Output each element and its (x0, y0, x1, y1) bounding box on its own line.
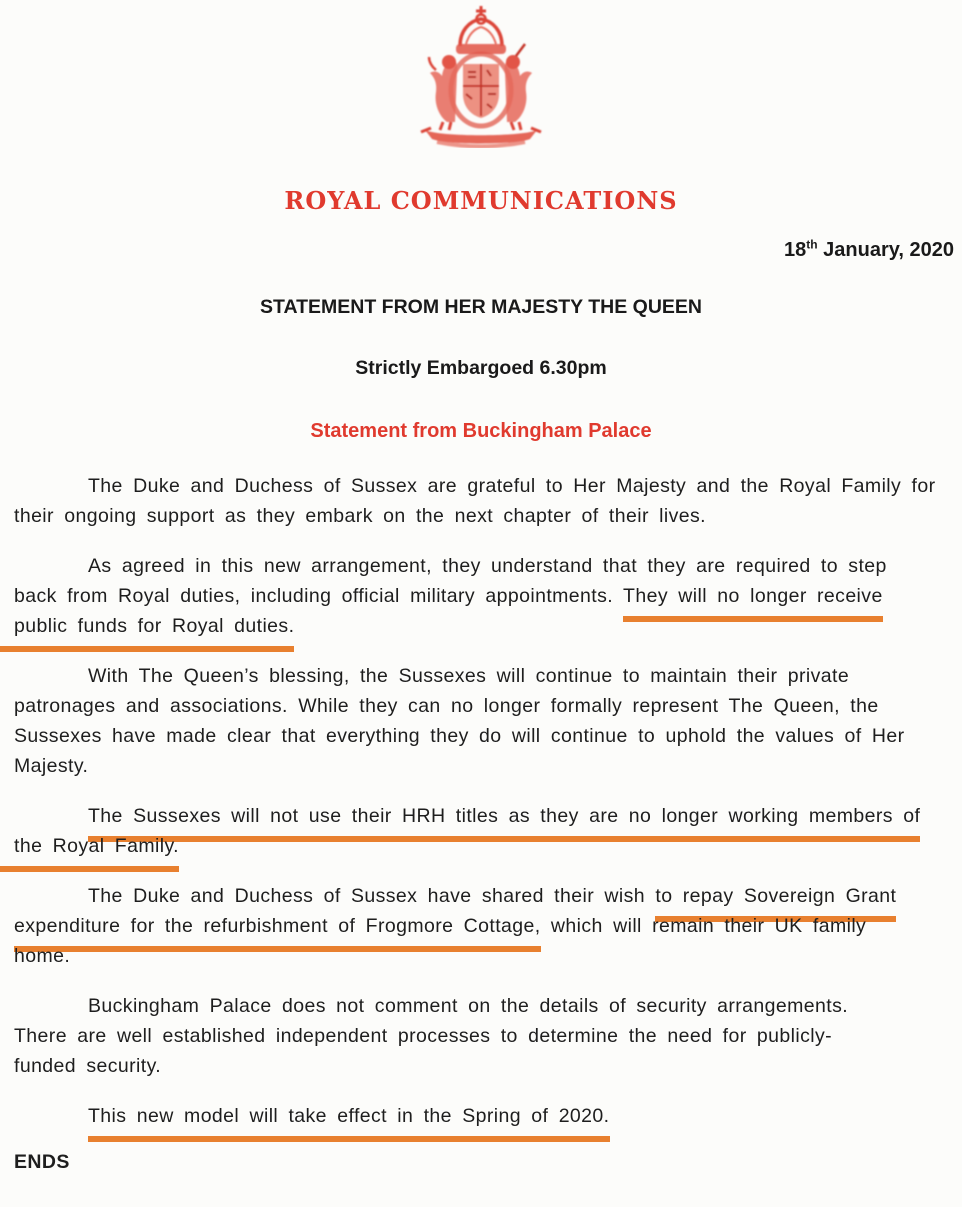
paragraph (14, 551, 956, 641)
body-paragraphs (0, 471, 962, 1131)
underlined-text: public funds for Royal duties. (0, 615, 294, 652)
paragraph (14, 991, 956, 1081)
text-line (14, 551, 956, 581)
text-line (14, 1051, 956, 1081)
palace-subheading: Statement from Buckingham Palace (310, 420, 652, 442)
text-segment: home. (14, 945, 71, 967)
text-segment: patronages and associations. While they can no longer formally represent The Queen, the (14, 695, 879, 717)
text-segment: As agreed in this new arrangement, they understand that they are required to step (88, 555, 887, 577)
text-line (14, 751, 956, 781)
text-segment: With The Queen’s blessing, the Sussexes will continue to maintain their private (88, 665, 850, 687)
embargo-heading: Strictly Embargoed 6.30pm (355, 357, 607, 379)
text-segment: Majesty. (14, 755, 89, 777)
text-line (14, 661, 956, 691)
text-segment: which will remain their UK family (540, 915, 867, 937)
text-line (14, 581, 956, 611)
text-segment: Buckingham Palace does not comment on the details of security arrangements. (88, 995, 849, 1017)
royal-coat-of-arms-icon (403, 4, 559, 148)
letterhead-title: ROYAL COMMUNICATIONS (284, 186, 678, 215)
text-line (14, 801, 956, 831)
paragraph (14, 471, 956, 531)
text-segment: The Duke and Duchess of Sussex are grateful to Her Majesty and the Royal Family for (88, 475, 936, 497)
text-line (14, 911, 956, 941)
text-segment: Sussexes have made clear that everything they do will continue to uphold the values of Her (14, 725, 905, 747)
underlined-text: to repay Sovereign Grant (655, 885, 896, 922)
crest (0, 0, 962, 152)
text-line (14, 1101, 956, 1131)
paragraph (14, 801, 956, 861)
ends-label: ENDS (14, 1151, 70, 1173)
text-segment: The Duke and Duchess of Sussex have shared their wish (88, 885, 656, 907)
underlined-text: This new model will take effect in the Spring of 2020. (88, 1105, 610, 1142)
underlined-text: the Royal Family. (0, 835, 179, 872)
underlined-text: They will no longer receive (623, 585, 883, 622)
date-line (0, 239, 962, 262)
text-line (14, 881, 956, 911)
date-rest: January, 2020 (817, 239, 954, 261)
text-segment: funded security. (14, 1055, 162, 1077)
date-ordinal: th (806, 237, 818, 252)
text-line (14, 721, 956, 751)
statement-heading: STATEMENT FROM HER MAJESTY THE QUEEN (259, 296, 703, 318)
text-line (14, 501, 956, 531)
text-line (14, 991, 956, 1021)
paragraph (14, 1101, 956, 1131)
paragraph (14, 881, 956, 971)
underlined-text: The Sussexes will not use their HRH titles as they are no longer working members of (88, 805, 920, 842)
text-line (14, 691, 956, 721)
paragraph (14, 661, 956, 781)
underlined-text: expenditure for the refurbishment of Frogmore Cottage, (14, 915, 541, 952)
text-segment: There are well established independent processes to determine the need for publicly- (14, 1025, 833, 1047)
text-segment: back from Royal duties, including official military appointments. (14, 585, 624, 607)
text-line (14, 1021, 956, 1051)
date-day: 18 (784, 239, 807, 261)
text-line (14, 471, 956, 501)
text-segment: their ongoing support as they embark on the next chapter of their lives. (14, 505, 706, 527)
